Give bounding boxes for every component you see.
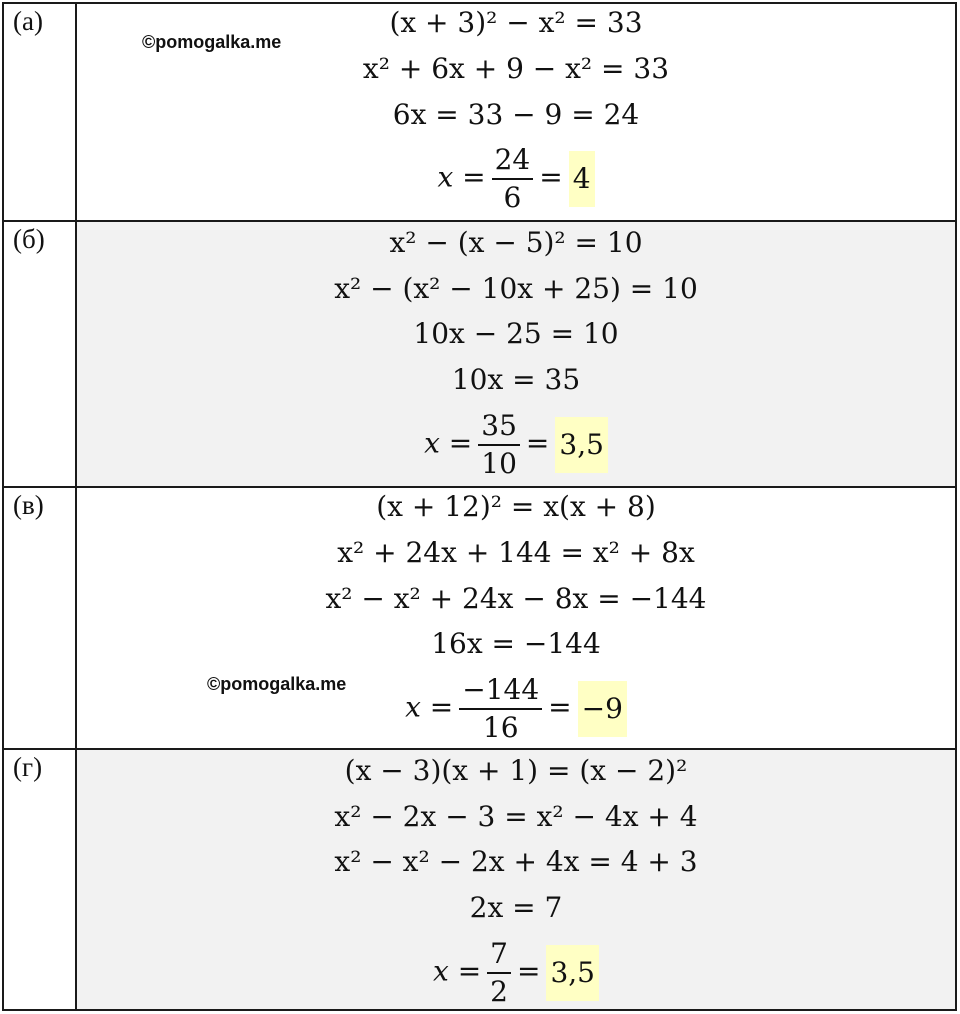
fraction-numerator: 24 xyxy=(492,142,534,180)
row-label-v: (в) xyxy=(13,490,44,520)
answer-highlight: 4 xyxy=(569,151,595,207)
fraction xyxy=(487,936,511,1010)
equation-line: 6x = 33 − 9 = 24 xyxy=(392,98,640,131)
label-cell-a xyxy=(4,4,77,220)
fraction-denominator: 16 xyxy=(482,711,519,744)
row-label-b: (б) xyxy=(13,224,45,254)
fraction-line: x = $\frac{-144}{16}$ = −9 xyxy=(77,672,955,746)
equation-line: 2x = 7 xyxy=(469,891,563,924)
content-v xyxy=(77,488,955,748)
row-g xyxy=(4,750,955,1009)
equation-line: x² + 6x + 9 − x² = 33 xyxy=(362,52,670,85)
solutions-table xyxy=(2,2,957,1011)
content-g xyxy=(77,750,955,1009)
fraction-numerator: 7 xyxy=(487,936,511,974)
equation-line: 10x − 25 = 10 xyxy=(413,317,619,350)
row-a xyxy=(4,4,955,222)
row-label-a: (а) xyxy=(13,6,43,36)
fraction-numerator: −144 xyxy=(459,672,542,710)
fraction-line: x = $\frac{7}{2}$ = 3,5 xyxy=(77,936,955,1010)
label-cell-g xyxy=(4,750,77,1009)
fraction xyxy=(492,142,534,216)
equation-line: x² + 24x + 144 = x² + 8x xyxy=(337,536,695,569)
fraction-denominator: 10 xyxy=(481,447,517,480)
answer-highlight: −9 xyxy=(578,681,627,737)
equation-line: (x + 12)² = x(x + 8) xyxy=(376,490,656,523)
fraction xyxy=(459,672,542,746)
content-b xyxy=(77,222,955,486)
equation-line: x² − (x² − 10x + 25) = 10 xyxy=(334,272,698,305)
row-label-g: (г) xyxy=(13,752,43,782)
equation-line: 10x = 35 xyxy=(451,363,581,396)
answer-highlight: 3,5 xyxy=(555,417,608,473)
fraction xyxy=(478,408,520,482)
label-cell-b xyxy=(4,222,77,486)
watermark: ©pomogalka.me xyxy=(142,32,282,52)
equation-line: 16x = −144 xyxy=(431,627,601,660)
fraction-denominator: 6 xyxy=(503,181,522,214)
row-b xyxy=(4,222,955,488)
row-v xyxy=(4,488,955,750)
equation-line: x² − x² − 2x + 4x = 4 + 3 xyxy=(334,845,698,878)
equation-line: x² − (x − 5)² = 10 xyxy=(389,226,643,259)
equation-line: (x − 3)(x + 1) = (x − 2)² xyxy=(344,754,688,787)
watermark: ©pomogalka.me xyxy=(207,674,347,694)
fraction-line: x = $\frac{35}{10}$ = 3,5 xyxy=(77,408,955,482)
answer-highlight: 3,5 xyxy=(546,945,599,1001)
content-a xyxy=(77,4,955,220)
equation-line: (x + 3)² − x² = 33 xyxy=(389,6,643,39)
equation-line: x² − 2x − 3 = x² − 4x + 4 xyxy=(334,800,698,833)
fraction-numerator: 35 xyxy=(478,408,520,446)
fraction-line: x = $\frac{24}{6}$ = 4 xyxy=(77,142,955,216)
label-cell-v xyxy=(4,488,77,748)
equation-line: x² − x² + 24x − 8x = −144 xyxy=(325,582,707,615)
fraction-denominator: 2 xyxy=(490,975,508,1008)
